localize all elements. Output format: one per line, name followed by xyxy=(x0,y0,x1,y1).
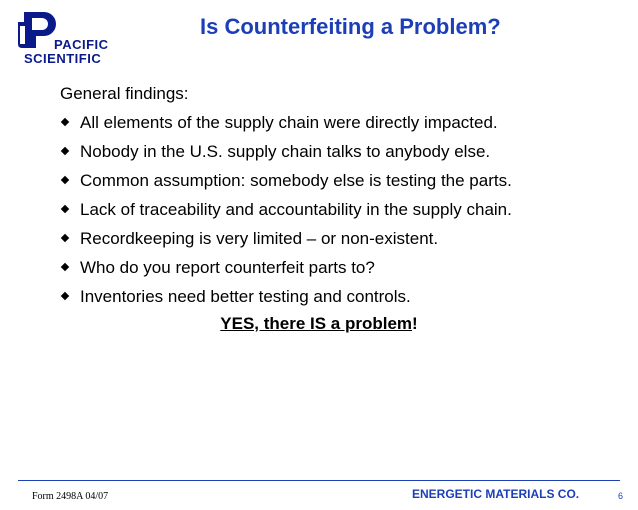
findings-list xyxy=(60,113,512,316)
slide-title: Is Counterfeiting a Problem? xyxy=(200,14,501,39)
list-item xyxy=(60,287,512,316)
diamond-bullet-icon xyxy=(61,292,69,300)
page-number: 6 xyxy=(618,491,624,501)
logo-text-pacific: PACIFIC xyxy=(54,37,109,52)
logo-p-mark-icon xyxy=(18,8,58,52)
list-item xyxy=(60,229,512,258)
list-item-text: Who do you report counterfeit parts to? xyxy=(80,258,375,277)
conclusion-text xyxy=(0,314,638,334)
company-logo xyxy=(18,8,118,64)
footer-divider xyxy=(18,480,620,481)
diamond-bullet-icon xyxy=(61,118,69,126)
list-item xyxy=(60,113,512,142)
diamond-bullet-icon xyxy=(61,147,69,155)
conclusion-suffix: ! xyxy=(412,314,418,333)
list-item-text: All elements of the supply chain were directly impacted. xyxy=(80,113,498,132)
list-item xyxy=(60,200,512,229)
list-item xyxy=(60,142,512,171)
logo-text-scientific: SCIENTIFIC xyxy=(24,51,102,66)
diamond-bullet-icon xyxy=(61,176,69,184)
company-name: ENERGETIC MATERIALS CO. xyxy=(412,487,580,501)
list-item xyxy=(60,171,512,200)
list-item-text: Inventories need better testing and controls. xyxy=(80,287,411,306)
list-item-text: Recordkeeping is very limited – or non-existent. xyxy=(80,229,439,248)
list-item xyxy=(60,258,512,287)
list-item-text: Lack of traceability and accountability in the supply chain. xyxy=(80,200,512,219)
diamond-bullet-icon xyxy=(61,205,69,213)
list-item-text: Common assumption: somebody else is testing the parts. xyxy=(80,171,512,190)
conclusion-underlined: YES, there IS a problem xyxy=(220,314,413,333)
intro-text: General findings: xyxy=(60,84,189,103)
list-item-text: Nobody in the U.S. supply chain talks to anybody else. xyxy=(80,142,491,161)
diamond-bullet-icon xyxy=(61,263,69,271)
diamond-bullet-icon xyxy=(61,234,69,242)
form-number: Form 2498A 04/07 xyxy=(32,491,109,502)
